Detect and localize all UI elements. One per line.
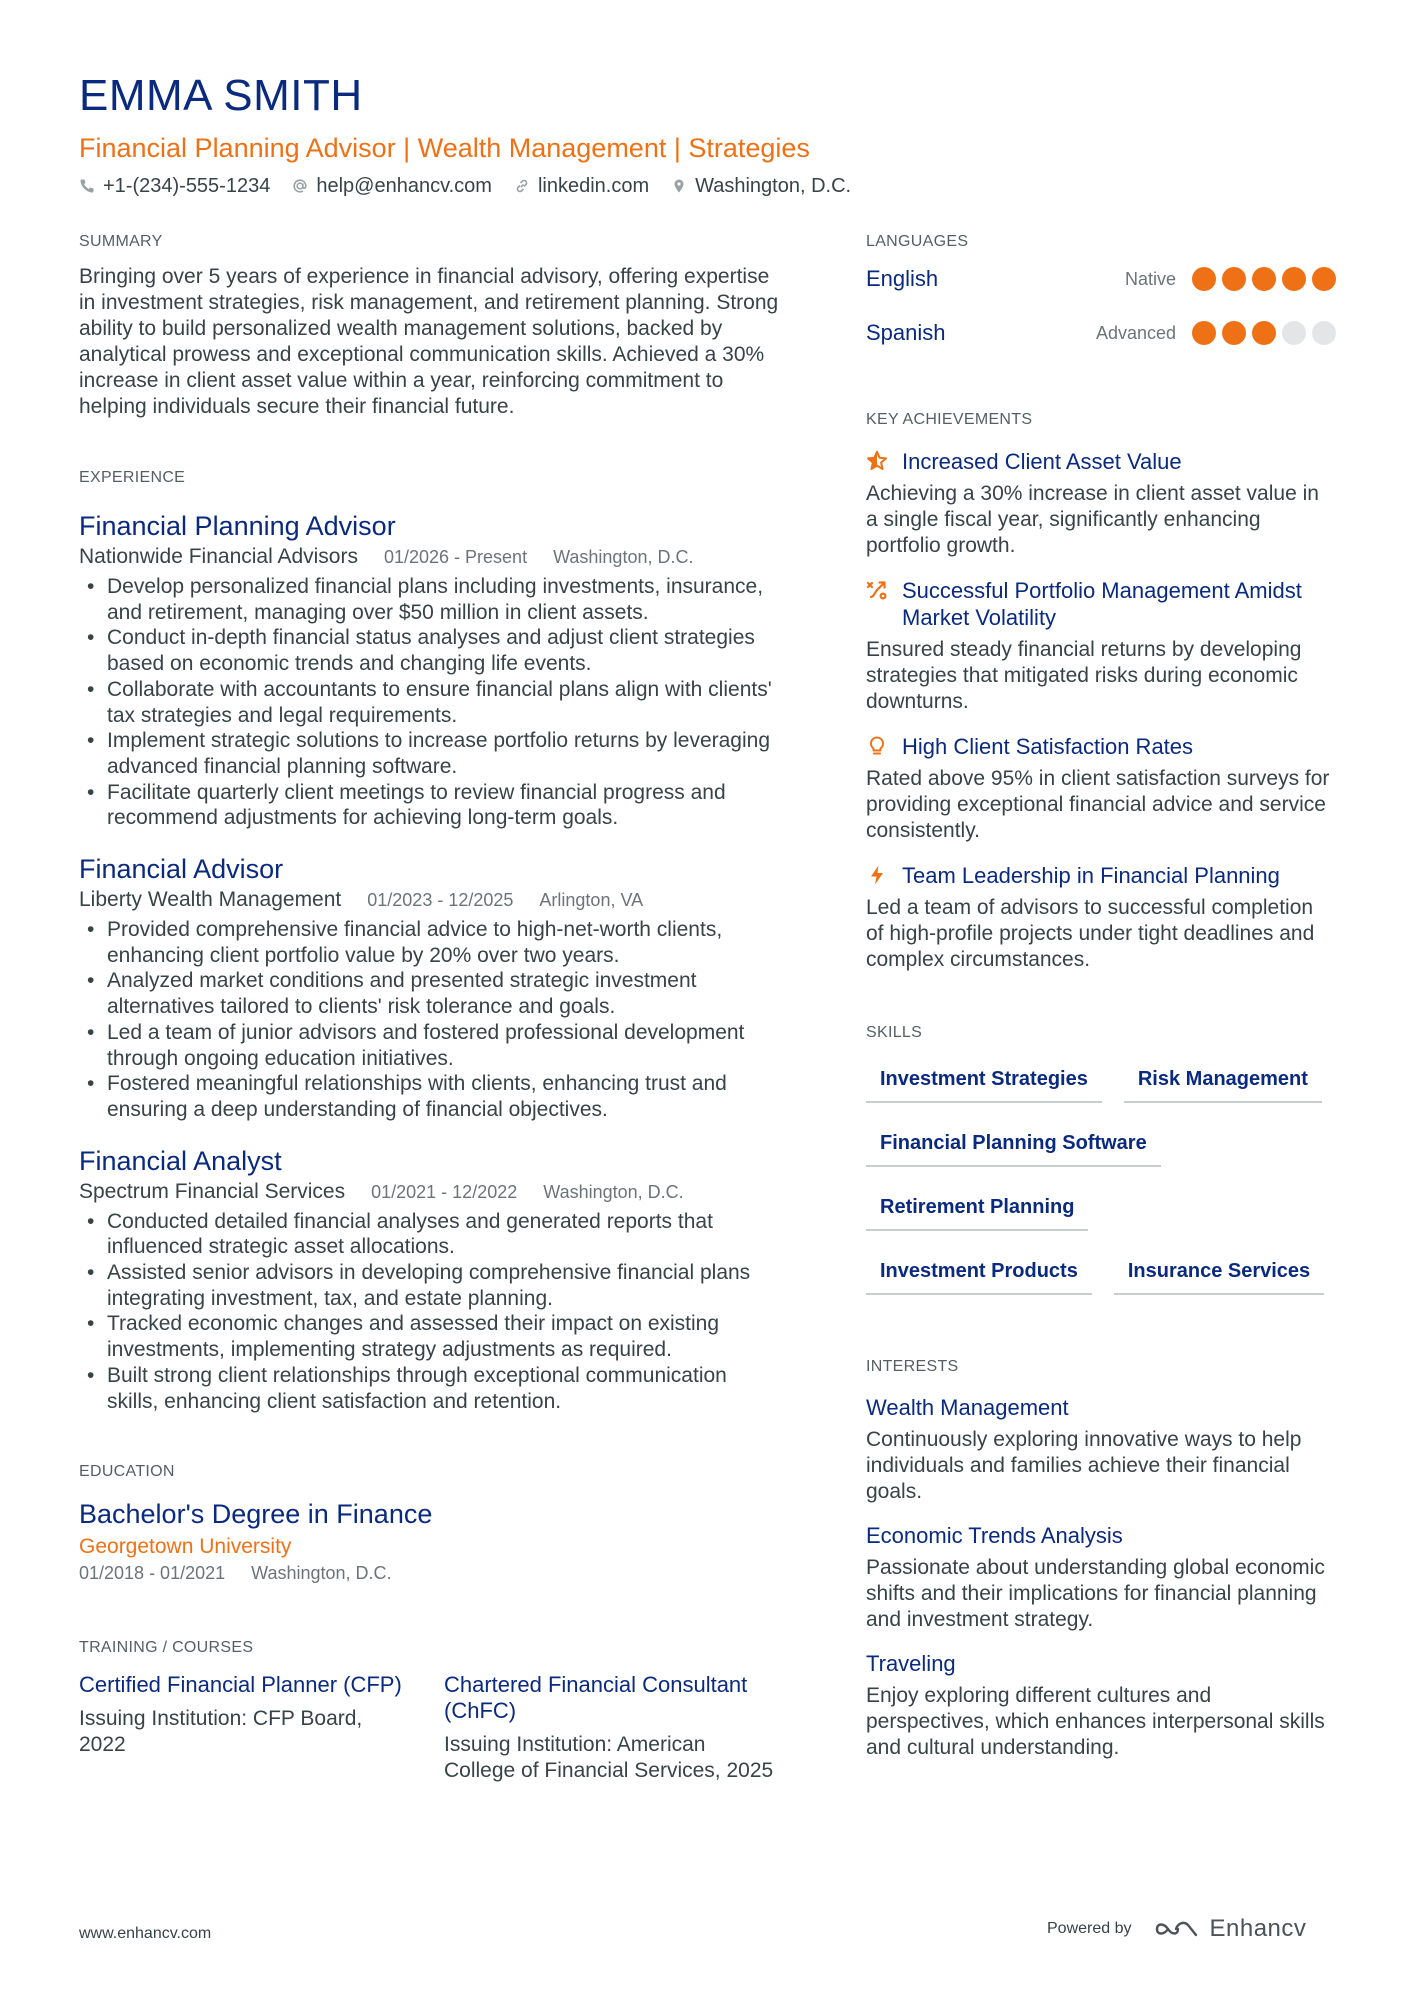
education-dates: 01/2018 - 01/2021 — [79, 1563, 226, 1584]
footer-branding — [1047, 1915, 1306, 1943]
section-title-education: EDUCATION — [79, 1463, 175, 1481]
location-pin-icon — [671, 178, 687, 194]
course-description: Issuing Institution: American College of Financial Services, 2025 — [444, 1733, 774, 1783]
interest-title: Traveling — [866, 1651, 956, 1676]
achievement-item — [866, 448, 1336, 559]
job-bullet: • Conducted detailed financial analyses and generated reports that influenced strategic asset allocations. — [79, 1209, 779, 1260]
language-name: Spanish — [866, 320, 946, 345]
job-bullet: • Assisted senior advisors in developing comprehensive financial plans integrating investment, tax, and estate planning. — [79, 1260, 779, 1311]
summary-text: Bringing over 5 years of experience in financial advisory, offering expertise in investment strategies, risk management, and retirement planning. Strong ability to build personalized wealth management solutions, backed by analytical prowess and exceptional communication skills. Achieved a 30% increase in client asset value within a year, reinforcing commitment to helping individuals secure their financial future. — [79, 265, 779, 418]
interest-item — [866, 1523, 1336, 1633]
skill-tag: Investment Products — [866, 1249, 1092, 1295]
achievement-item — [866, 733, 1336, 844]
job-entry — [79, 853, 779, 1123]
rating-dot-filled — [1282, 267, 1306, 291]
linkedin-link[interactable]: linkedin.com — [537, 175, 650, 197]
contact-phone — [79, 172, 270, 200]
location-text: Washington, D.C. — [695, 175, 852, 197]
section-title-achievements: KEY ACHIEVEMENTS — [866, 411, 1033, 428]
education-section — [79, 1462, 779, 1586]
job-title: Financial Advisor — [79, 854, 284, 885]
job-bullet: • Led a team of junior advisors and fostered professional development through ongoing education initiatives. — [79, 1020, 779, 1071]
section-title-experience: EXPERIENCE — [79, 469, 186, 486]
degree-title: Bachelor's Degree in Finance — [79, 1499, 433, 1530]
job-bullet: • Analyzed market conditions and presented strategic investment alternatives tailored to clients' risk tolerance and goals. — [79, 968, 779, 1019]
education-location: Washington, D.C. — [251, 1563, 392, 1584]
achievement-description: Led a team of advisors to successful completion of high-profile projects under tight deadlines and complex circumstances. — [866, 896, 1315, 971]
section-title-interests: INTERESTS — [866, 1358, 959, 1375]
interest-description: Passionate about understanding global economic shifts and their implications for financial planning and investment strategy. — [866, 1556, 1325, 1631]
job-entry — [79, 1145, 779, 1415]
school-name: Georgetown University — [79, 1535, 292, 1559]
achievements-section — [866, 410, 1336, 973]
training-section — [79, 1638, 779, 1784]
left-column — [79, 232, 779, 1784]
languages-section — [866, 232, 1336, 360]
job-bullet: • Facilitate quarterly client meetings to review financial progress and recommend adjustments for achieving long-term goals. — [79, 780, 779, 831]
section-title-languages: LANGUAGES — [866, 233, 969, 250]
rating-dot-filled — [1192, 321, 1216, 345]
achievement-description: Ensured steady financial returns by developing strategies that mitigated risks during economic downturns. — [866, 638, 1302, 713]
footer-website[interactable]: www.enhancv.com — [79, 1925, 212, 1942]
section-title-summary: SUMMARY — [79, 233, 163, 250]
rating-dot-empty — [1312, 321, 1336, 345]
strategy-icon — [866, 579, 888, 601]
job-location: Washington, D.C. — [553, 547, 694, 567]
contact-bar — [79, 172, 1339, 200]
phone-icon — [79, 178, 95, 194]
job-bullet: • Develop personalized financial plans including investments, insurance, and retirement, managing over $50 million in client assets. — [79, 574, 779, 625]
enhancv-logo[interactable] — [1154, 1915, 1307, 1943]
enhancv-logo-icon — [1154, 1917, 1200, 1941]
job-bullet: • Built strong client relationships through exceptional communication skills, enhancing client satisfaction and retention. — [79, 1363, 779, 1414]
rating-dot-filled — [1252, 267, 1276, 291]
language-rating — [1192, 267, 1336, 291]
job-meta — [79, 544, 779, 570]
course-list — [79, 1672, 779, 1784]
job-bullet: • Conduct in-depth financial status analyses and adjust client strategies based on economic trends and changing life events. — [79, 625, 779, 676]
company-name: Spectrum Financial Services — [79, 1179, 346, 1203]
rating-dot-filled — [1222, 321, 1246, 345]
course-item — [79, 1672, 414, 1784]
rating-dot-empty — [1282, 321, 1306, 345]
contact-email[interactable] — [292, 172, 492, 200]
job-dates: 01/2021 - 12/2022 — [371, 1181, 518, 1202]
powered-by-label: Powered by — [1047, 1920, 1132, 1937]
phone-text: +1-(234)-555-1234 — [103, 175, 271, 197]
rating-dot-filled — [1312, 267, 1336, 291]
job-meta — [79, 1179, 779, 1205]
job-location: Arlington, VA — [539, 890, 644, 911]
rating-dot-filled — [1222, 267, 1246, 291]
job-bullets — [79, 574, 779, 831]
achievement-title: High Client Satisfaction Rates — [902, 734, 1194, 759]
achievement-item — [866, 862, 1336, 973]
brand-name: Enhancv — [1209, 1915, 1307, 1942]
star-icon — [866, 450, 888, 472]
resume-header — [79, 70, 1339, 200]
summary-section — [79, 232, 779, 420]
interests-section — [866, 1357, 1336, 1761]
interest-description: Continuously exploring innovative ways to help individuals and families achieve their financial goals. — [866, 1428, 1302, 1503]
education-meta — [79, 1560, 779, 1586]
right-column — [866, 232, 1336, 1761]
skill-tag: Insurance Services — [1114, 1249, 1324, 1295]
skill-tag: Risk Management — [1124, 1057, 1322, 1103]
job-bullet: • Tracked economic changes and assessed their impact on existing investments, implementing strategy adjustments as required. — [79, 1311, 779, 1362]
achievement-description: Achieving a 30% increase in client asset value in a single fiscal year, significantly enhancing portfolio growth. — [866, 482, 1319, 557]
job-bullet: • Provided comprehensive financial advice to high-net-worth clients, enhancing client portfolio value by 20% over two years. — [79, 917, 779, 968]
lightning-icon — [866, 864, 888, 886]
interest-title: Economic Trends Analysis — [866, 1523, 1123, 1548]
lightbulb-icon — [866, 735, 888, 757]
language-rating — [1192, 321, 1336, 345]
language-row — [866, 252, 1336, 306]
section-title-training: TRAINING / COURSES — [79, 1639, 254, 1657]
job-meta — [79, 887, 779, 913]
section-title-skills: SKILLS — [866, 1024, 923, 1041]
job-location: Washington, D.C. — [543, 1181, 684, 1202]
achievement-title: Increased Client Asset Value — [902, 449, 1182, 474]
rating-dot-filled — [1252, 321, 1276, 345]
interest-description: Enjoy exploring different cultures and perspectives, which enhances interpersonal skills and cultural understanding. — [866, 1684, 1325, 1759]
contact-linkedin[interactable] — [514, 172, 649, 200]
language-name: English — [866, 266, 939, 291]
course-item — [444, 1672, 779, 1784]
interest-title: Wealth Management — [866, 1395, 1069, 1420]
skill-tag: Investment Strategies — [866, 1057, 1102, 1103]
course-description: Issuing Institution: CFP Board, 2022 — [79, 1707, 363, 1757]
job-entry — [79, 510, 779, 831]
job-bullet: • Fostered meaningful relationships with clients, enhancing trust and ensuring a deep understanding of financial objectives. — [79, 1071, 779, 1122]
job-bullet: • Collaborate with accountants to ensure financial plans align with clients' tax strategies and legal requirements. — [79, 677, 779, 728]
course-title: Certified Financial Planner (CFP) — [79, 1672, 402, 1698]
contact-location — [671, 172, 851, 200]
skill-tag: Retirement Planning — [866, 1185, 1088, 1231]
company-name: Nationwide Financial Advisors — [79, 545, 358, 568]
skills-section — [866, 1023, 1336, 1295]
course-title: Chartered Financial Consultant (ChFC) — [444, 1672, 748, 1724]
headline: Financial Planning Advisor | Wealth Management | Strategies — [79, 133, 810, 163]
job-dates: 01/2023 - 12/2025 — [367, 890, 514, 911]
email-link[interactable]: help@enhancv.com — [316, 175, 492, 197]
company-name: Liberty Wealth Management — [79, 888, 342, 912]
skill-tag: Financial Planning Software — [866, 1121, 1161, 1167]
language-row — [866, 306, 1336, 360]
job-bullets — [79, 917, 779, 1123]
job-bullet: • Implement strategic solutions to increase portfolio returns by leveraging advanced financial planning software. — [79, 728, 779, 779]
skill-list — [866, 1057, 1336, 1295]
language-level: Native — [1124, 268, 1176, 289]
achievement-item — [866, 577, 1336, 715]
interest-item — [866, 1651, 1336, 1761]
rating-dot-filled — [1192, 267, 1216, 291]
job-title: Financial Analyst — [79, 1145, 282, 1176]
language-level: Advanced — [1095, 322, 1176, 343]
interest-item — [866, 1395, 1336, 1505]
job-dates: 01/2026 - Present — [383, 547, 528, 567]
achievement-title: Successful Portfolio Management Amidst Market Volatility — [902, 578, 1302, 630]
job-bullets — [79, 1209, 779, 1415]
achievement-title: Team Leadership in Financial Planning — [902, 863, 1280, 888]
achievement-description: Rated above 95% in client satisfaction surveys for providing exceptional financial advice and service consistently. — [866, 767, 1330, 842]
job-title: Financial Planning Advisor — [79, 511, 396, 541]
at-icon — [292, 178, 308, 194]
link-icon — [514, 178, 530, 194]
candidate-name: EMMA SMITH — [79, 71, 363, 120]
experience-section — [79, 468, 779, 1414]
